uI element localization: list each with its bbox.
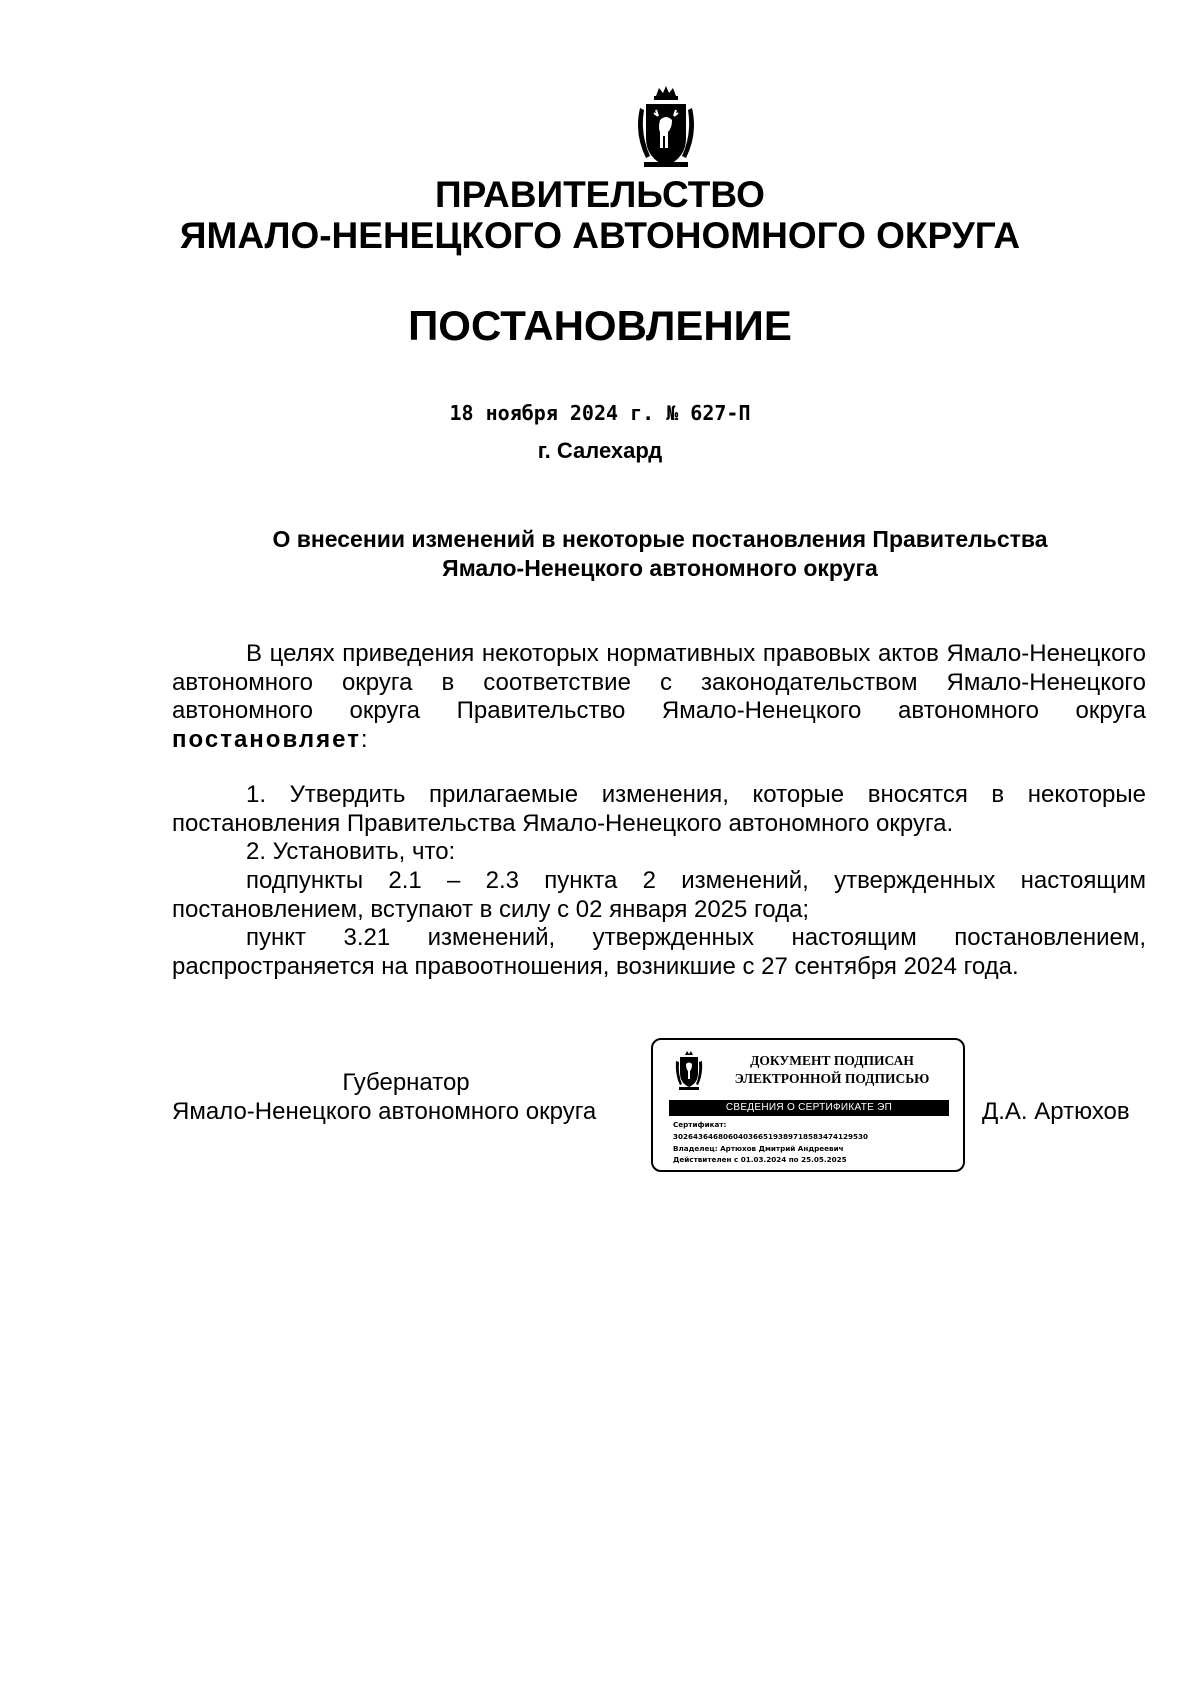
certificate-info-header: СВЕДЕНИЯ О СЕРТИФИКАТЕ ЭП bbox=[669, 1100, 949, 1116]
certificate-details bbox=[673, 1119, 957, 1166]
stamp-title-line2: ЭЛЕКТРОННОЙ ПОДПИСЬЮ bbox=[734, 1071, 930, 1086]
document-date-number: 18 ноября 2024 г. № 627-П bbox=[449, 401, 751, 425]
subject-line1: О внесении изменений в некоторые постановления Правительства bbox=[272, 526, 1048, 552]
government-name-line1: ПРАВИТЕЛЬСТВО bbox=[435, 174, 765, 215]
electronic-signature-stamp bbox=[651, 1038, 965, 1172]
yanao-coat-of-arms-icon bbox=[675, 1051, 703, 1091]
item-2-paragraph: 2. Установить, что: bbox=[246, 838, 456, 865]
certificate-validity: Действителен с 01.03.2024 по 25.05.2025 bbox=[673, 1155, 847, 1165]
certificate-owner: Владелец: Артюхов Дмитрий Андреевич bbox=[673, 1143, 844, 1153]
document-type-title: ПОСТАНОВЛЕНИЕ bbox=[408, 302, 792, 349]
certificate-label: Сертификат: bbox=[673, 1120, 727, 1129]
preamble-text: В целях приведения некоторых нормативных правовых актов Ямало-Ненецкого автономного округа в соответствие с законодательством Ямало-Ненецкого автономного округа Правительство Ямало-Ненецкого автономного округа bbox=[172, 640, 1146, 724]
stamp-title bbox=[717, 1052, 947, 1088]
government-name-line2: ЯМАЛО-НЕНЕЦКОГО АВТОНОМНОГО ОКРУГА bbox=[179, 215, 1021, 256]
certificate-number: 302643646806040366519389718583474129530 bbox=[673, 1131, 869, 1141]
document-subject bbox=[170, 525, 1150, 583]
item-1-paragraph: 1. Утвердить прилагаемые изменения, которые вносятся в некоторые постановления Правительства Ямало-Ненецкого автономного округа. bbox=[172, 781, 1146, 837]
resolves-word: постановляет bbox=[172, 725, 361, 753]
signer-position-line1: Губернатор bbox=[342, 1069, 470, 1096]
subject-line2: Ямало-Ненецкого автономного округа bbox=[442, 555, 878, 581]
yanao-coat-of-arms-icon bbox=[632, 86, 700, 170]
document-city: г. Салехард bbox=[537, 438, 663, 463]
item-2-subitem-2: пункт 3.21 изменений, утвержденных настоящим постановлением, распространяется на правоотношения, возникшие с 27 сентября 2024 года. bbox=[172, 924, 1146, 980]
signer-name: Д.А. Артюхов bbox=[982, 1098, 1130, 1125]
signer-position-line2: Ямало-Ненецкого автономного округа bbox=[172, 1098, 597, 1125]
item-2-subitem-1: подпункты 2.1 – 2.3 пункта 2 изменений, утвержденных настоящим постановлением, вступают в силу с 02 января 2025 года; bbox=[172, 867, 1146, 923]
signer-position bbox=[172, 1068, 640, 1126]
resolves-colon: : bbox=[360, 725, 368, 753]
preamble-paragraph bbox=[172, 640, 1146, 754]
stamp-title-line1: ДОКУМЕНТ ПОДПИСАН bbox=[750, 1053, 914, 1068]
